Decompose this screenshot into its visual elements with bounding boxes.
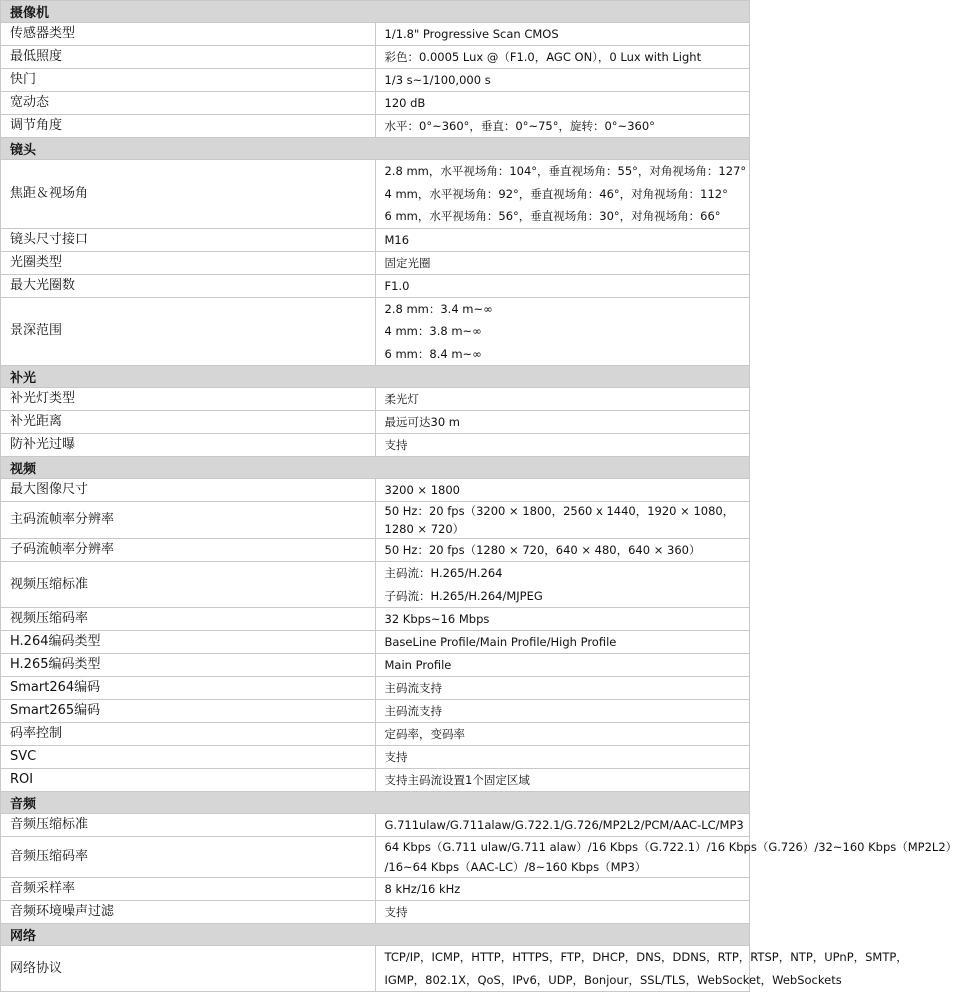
spec-row-fill-light-type [1, 388, 750, 411]
row-label: 音频压缩码率 [1, 837, 376, 878]
row-value: F1.0 [375, 274, 750, 297]
value-line: 2.8 mm，水平视场角：104°，垂直视场角：55°，对角视场角：127° [384, 164, 747, 178]
row-label: 主码流帧率分辨率 [1, 502, 376, 539]
row-value: 最远可达30 m [375, 411, 750, 434]
row-value: 8 kHz/16 kHz [375, 878, 750, 901]
row-value: 50 Hz：20 fps（3200 × 1800，2560 x 1440，1920 × 1080，1280 × 720） [375, 502, 750, 539]
row-label: 子码流帧率分辨率 [1, 539, 376, 562]
row-label: 音频采样率 [1, 878, 376, 901]
row-value: BaseLine Profile/Main Profile/High Profile [375, 631, 750, 654]
row-value: Main Profile [375, 654, 750, 677]
row-label: 调节角度 [1, 115, 376, 138]
row-label: 最大图像尺寸 [1, 479, 376, 502]
row-label: 视频压缩标准 [1, 562, 376, 608]
spec-row-audio-sample-rate [1, 878, 750, 901]
section-header-video [1, 457, 750, 479]
row-value: 水平：0°~360°，垂直：0°~75°，旋转：0°~360° [375, 115, 750, 138]
row-value: 支持 [375, 434, 750, 457]
section-header-lens [1, 138, 750, 160]
row-value: 32 Kbps~16 Mbps [375, 608, 750, 631]
value-line: 6 mm，水平视场角：56°，垂直视场角：30°，对角视场角：66° [384, 209, 721, 223]
spec-row-audio-bitrate [1, 837, 750, 878]
section-title: 网络 [1, 924, 750, 946]
section-title: 镜头 [1, 138, 750, 160]
spec-row-lens-mount [1, 228, 750, 251]
row-label: 音频环境噪声过滤 [1, 901, 376, 924]
row-value: 支持 [375, 901, 750, 924]
row-label: SVC [1, 746, 376, 769]
spec-row-video-bitrate [1, 608, 750, 631]
row-value [375, 297, 750, 366]
spec-row-video-compression [1, 562, 750, 608]
row-value: 支持主码流设置1个固定区域 [375, 769, 750, 792]
row-value: M16 [375, 228, 750, 251]
value-line: 子码流：H.265/H.264/MJPEG [384, 588, 543, 603]
row-label: 传感器类型 [1, 23, 376, 46]
row-label: Smart265编码 [1, 700, 376, 723]
row-value: 支持 [375, 746, 750, 769]
row-label: 镜头尺寸接口 [1, 228, 376, 251]
row-value: 1/3 s~1/100,000 s [375, 69, 750, 92]
row-value: 主码流支持 [375, 677, 750, 700]
section-title: 视频 [1, 457, 750, 479]
row-value: 定码率，变码率 [375, 723, 750, 746]
row-value: G.711ulaw/G.711alaw/G.722.1/G.726/MP2L2/PCM/AAC-LC/MP3 [375, 814, 750, 837]
row-label: 补光灯类型 [1, 388, 376, 411]
value-line: IGMP，802.1X，QoS，IPv6，UDP，Bonjour，SSL/TLS，WebSocket，WebSockets [384, 972, 842, 987]
spec-row-main-stream [1, 502, 750, 539]
row-value: 柔光灯 [375, 388, 750, 411]
row-label: 码率控制 [1, 723, 376, 746]
row-value: 50 Hz：20 fps（1280 × 720，640 × 480，640 × 360） [375, 539, 750, 562]
value-line: 主码流：H.265/H.264 [384, 566, 503, 580]
row-value [375, 837, 957, 878]
row-label: 最低照度 [1, 46, 376, 69]
spec-row-h264-profile [1, 631, 750, 654]
spec-row-focal-fov [1, 160, 750, 229]
row-label: ROI [1, 769, 376, 792]
row-label: H.264编码类型 [1, 631, 376, 654]
spec-row-noise-filter [1, 901, 750, 924]
row-value: 彩色：0.0005 Lux @（F1.0，AGC ON），0 Lux with Light [375, 46, 750, 69]
spec-row-adjust-angle [1, 115, 750, 138]
value-line: 6 mm：8.4 m~∞ [384, 346, 482, 361]
row-label: 景深范围 [1, 297, 376, 366]
section-header-network [1, 924, 750, 946]
spec-row-fill-light-distance [1, 411, 750, 434]
value-line: 2.8 mm：3.4 m~∞ [384, 301, 493, 316]
spec-row-sub-stream [1, 539, 750, 562]
value-line: 4 mm，水平视场角：92°，垂直视场角：46°，对角视场角：112° [384, 186, 728, 201]
row-label: 焦距＆视场角 [1, 160, 376, 229]
value-line: 64 Kbps（G.711 ulaw/G.711 alaw）/16 Kbps（G.722.1）/16 Kbps（G.726）/32~160 Kbps（MP2L2） [384, 840, 957, 854]
row-value: 1/1.8" Progressive Scan CMOS [375, 23, 750, 46]
spec-row-anti-overexposure [1, 434, 750, 457]
row-label: 光圈类型 [1, 251, 376, 274]
spec-row-iris-type [1, 251, 750, 274]
section-header-camera [1, 1, 750, 23]
row-label: 网络协议 [1, 946, 376, 992]
row-label: Smart264编码 [1, 677, 376, 700]
spec-row-roi [1, 769, 750, 792]
row-label: 快门 [1, 69, 376, 92]
row-label: H.265编码类型 [1, 654, 376, 677]
spec-row-sensor-type [1, 23, 750, 46]
spec-row-depth-of-field [1, 297, 750, 366]
row-value: 主码流支持 [375, 700, 750, 723]
section-title: 音频 [1, 792, 750, 814]
spec-row-min-illumination [1, 46, 750, 69]
row-label: 宽动态 [1, 92, 376, 115]
value-line: TCP/IP，ICMP，HTTP，HTTPS，FTP，DHCP，DNS，DDNS，RTP，RTSP，NTP，UPnP，SMTP， [384, 950, 908, 964]
row-label: 最大光圈数 [1, 274, 376, 297]
spec-row-max-resolution [1, 479, 750, 502]
row-label: 音频压缩标准 [1, 814, 376, 837]
value-line: 4 mm：3.8 m~∞ [384, 324, 482, 338]
section-title: 摄像机 [1, 1, 750, 23]
row-value [375, 562, 750, 608]
spec-row-h265-profile [1, 654, 750, 677]
spec-row-smart264 [1, 677, 750, 700]
spec-row-bitrate-control [1, 723, 750, 746]
spec-row-wdr [1, 92, 750, 115]
row-value [375, 160, 750, 229]
spec-row-max-aperture [1, 274, 750, 297]
section-header-fill-light [1, 366, 750, 388]
section-header-audio [1, 792, 750, 814]
row-label: 视频压缩码率 [1, 608, 376, 631]
row-value: 3200 × 1800 [375, 479, 750, 502]
value-line: /16~64 Kbps（AAC-LC）/8~160 Kbps（MP3） [384, 860, 647, 874]
spec-row-network-protocols [1, 946, 750, 992]
spec-row-shutter [1, 69, 750, 92]
spec-row-audio-compression [1, 814, 750, 837]
spec-row-smart265 [1, 700, 750, 723]
row-label: 防补光过曝 [1, 434, 376, 457]
spec-row-svc [1, 746, 750, 769]
row-value: 120 dB [375, 92, 750, 115]
row-value [375, 946, 908, 992]
row-label: 补光距离 [1, 411, 376, 434]
row-value: 固定光圈 [375, 251, 750, 274]
section-title: 补光 [1, 366, 750, 388]
